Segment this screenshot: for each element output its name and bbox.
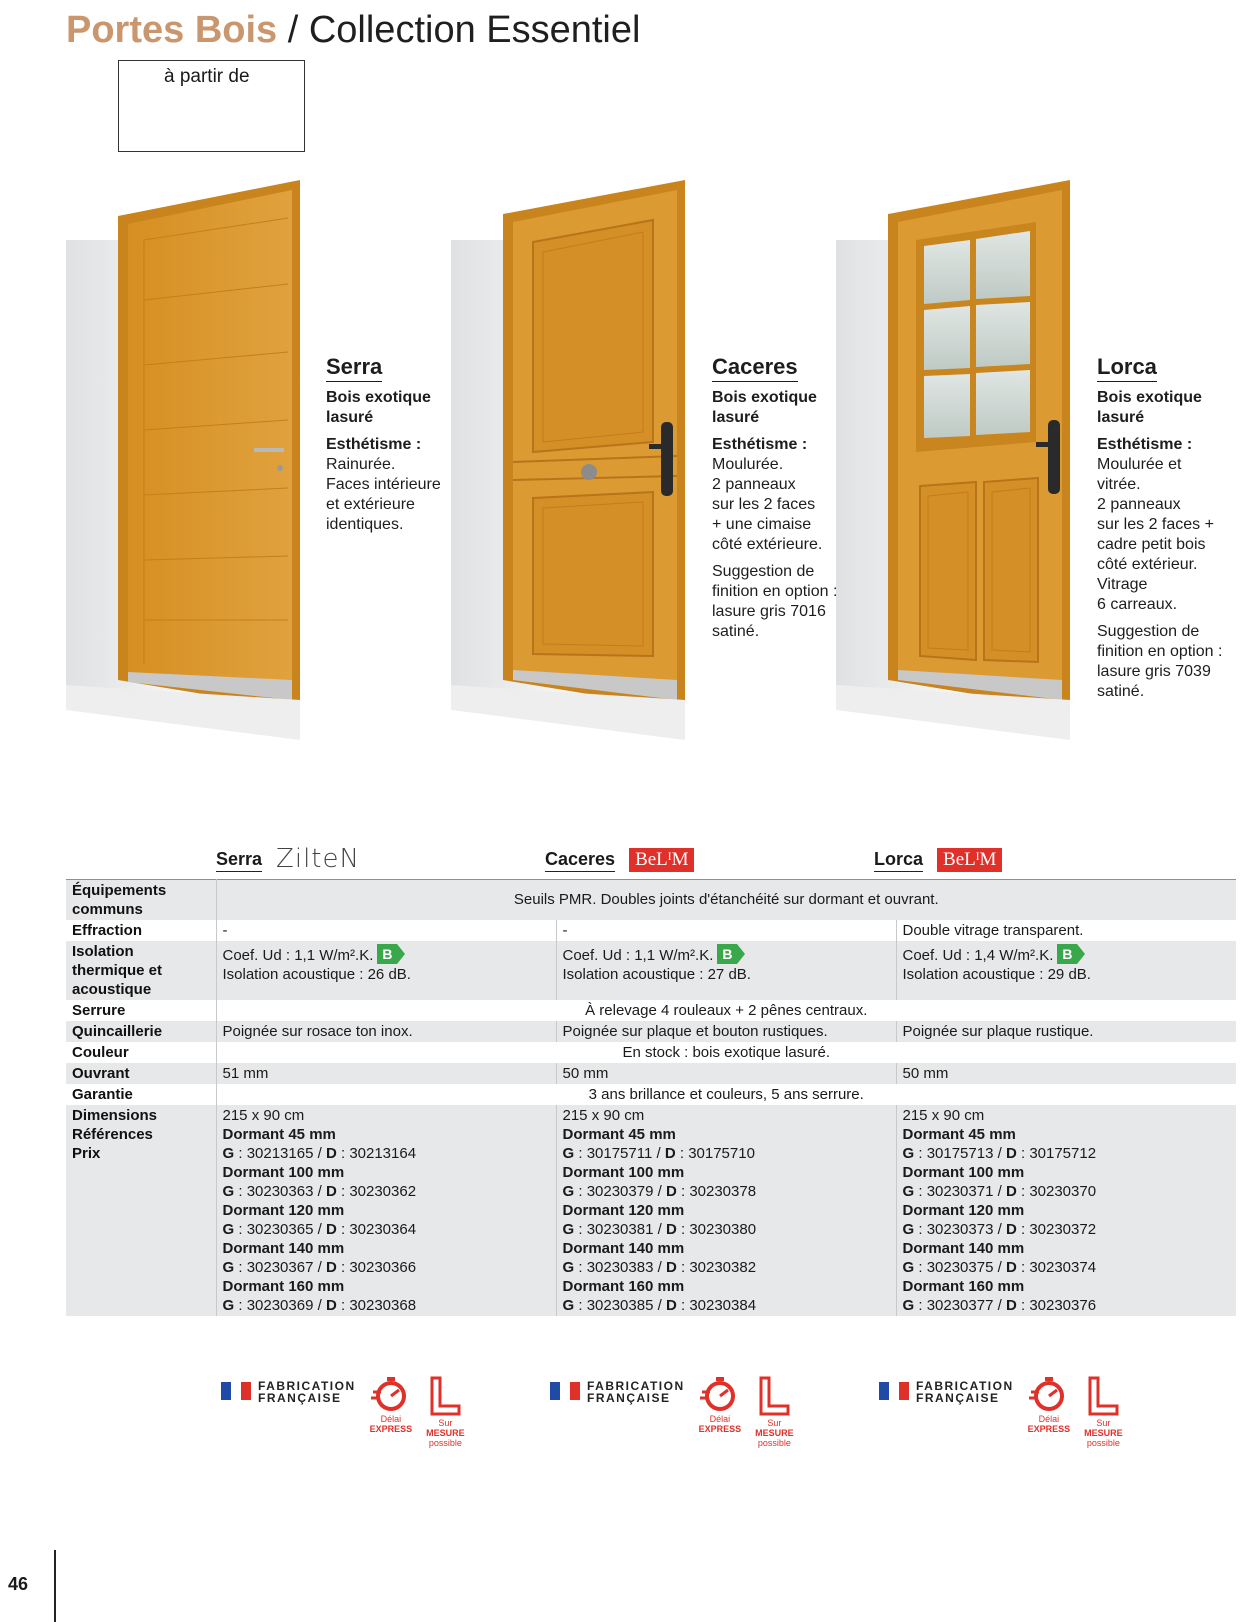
description-line: Rainurée. xyxy=(326,456,396,473)
mesure-text: Sur xyxy=(767,1418,782,1428)
dormant-label: Dormant 45 mm xyxy=(222,1126,336,1143)
dormant-label: Dormant 140 mm xyxy=(562,1240,685,1257)
refs-cell-caceres xyxy=(556,1105,896,1316)
row-equipements xyxy=(66,880,1236,921)
desc-lorca xyxy=(1097,354,1222,702)
suggestion-line: finition en option : xyxy=(712,583,838,600)
column-header-caceres xyxy=(545,842,694,872)
acoustic-text: Isolation acoustique : 26 dB. xyxy=(222,966,411,983)
ref-g: 30213165 xyxy=(246,1145,314,1162)
fab-text: FABRICATION xyxy=(587,1379,685,1393)
ref-d: 30213164 xyxy=(349,1145,417,1162)
square-ruler-icon xyxy=(1087,1376,1119,1416)
door-name: Caceres xyxy=(712,354,798,382)
express-text: Délai xyxy=(1038,1414,1060,1424)
column-name: Serra xyxy=(216,849,262,872)
title-sub: / Collection Essentiel xyxy=(277,9,641,51)
ref-g: 30230363 xyxy=(246,1183,314,1200)
dimension-text: 215 x 90 cm xyxy=(222,1107,305,1124)
french-flag-icon xyxy=(550,1382,580,1400)
row-value: 3 ans brillance et couleurs, 5 ans serrure. xyxy=(216,1084,1236,1105)
stopwatch-icon xyxy=(700,1376,740,1412)
row-value: À relevage 4 rouleaux + 2 pênes centraux. xyxy=(216,1000,1236,1021)
row-serrure xyxy=(66,1000,1236,1021)
dormant-label: Dormant 100 mm xyxy=(902,1164,1025,1181)
ref-d: 30230366 xyxy=(349,1259,417,1276)
description-line: Moulurée. xyxy=(712,456,784,473)
express-badge xyxy=(370,1376,413,1434)
dormant-label: Dormant 45 mm xyxy=(902,1126,1016,1143)
d-label: D xyxy=(1005,1259,1017,1276)
row-dimensions xyxy=(66,1105,1236,1316)
mesure-text: possible xyxy=(428,1438,462,1448)
cell-value: 50 mm xyxy=(556,1063,896,1084)
fab-text: FABRICATION xyxy=(916,1379,1014,1393)
dims-label: Dimensions xyxy=(72,1107,158,1124)
dimension-text: 215 x 90 cm xyxy=(902,1107,985,1124)
row-label: Serrure xyxy=(72,1002,126,1019)
dormant-label: Dormant 100 mm xyxy=(222,1164,345,1181)
french-flag-icon xyxy=(221,1382,251,1400)
refs-label: Références xyxy=(72,1126,153,1143)
ref-g: 30230371 xyxy=(926,1183,994,1200)
row-label-dims xyxy=(66,1105,216,1316)
ref-line: G : 30230375 / D : 30230374 xyxy=(902,1259,1097,1276)
refs-cell-lorca xyxy=(896,1105,1236,1316)
belm-logo: BeLᴵM xyxy=(629,848,694,872)
ref-g: 30230367 xyxy=(246,1259,314,1276)
g-label: G xyxy=(222,1259,235,1276)
acoustic-text: Isolation acoustique : 27 dB. xyxy=(562,966,751,983)
fab-text: FRANÇAISE xyxy=(587,1391,671,1405)
energy-grade-badge: B xyxy=(717,944,737,964)
d-label: D xyxy=(665,1183,677,1200)
mesure-badge xyxy=(1084,1376,1123,1448)
ref-line: G : 30230367 / D : 30230366 xyxy=(222,1259,417,1276)
suggestion-line: Suggestion de xyxy=(1097,623,1200,640)
description-line: + une cimaise xyxy=(712,516,812,533)
suggestion-line: Suggestion de xyxy=(712,563,815,580)
row-value: En stock : bois exotique lasuré. xyxy=(216,1042,1236,1063)
g-label: G xyxy=(222,1183,235,1200)
column-name: Lorca xyxy=(874,849,923,872)
suggestion-line: lasure gris 7039 xyxy=(1097,663,1211,680)
page-number: 46 xyxy=(8,1574,29,1594)
g-label: G xyxy=(902,1297,915,1314)
ref-d: 30175712 xyxy=(1029,1145,1097,1162)
cell-isolation xyxy=(216,941,556,1000)
fab-text: FRANÇAISE xyxy=(258,1391,342,1405)
ref-line: G : 30175711 / D : 30175710 xyxy=(562,1145,755,1162)
ref-line: G : 30230379 / D : 30230378 xyxy=(562,1183,757,1200)
dormant-label: Dormant 120 mm xyxy=(562,1202,685,1219)
dormant-label: Dormant 45 mm xyxy=(562,1126,676,1143)
ref-g: 30230375 xyxy=(926,1259,994,1276)
d-label: D xyxy=(1005,1297,1017,1314)
column-name: Caceres xyxy=(545,849,615,872)
row-ouvrant xyxy=(66,1063,1236,1084)
ref-line: G : 30230363 / D : 30230362 xyxy=(222,1183,417,1200)
coef-text: Coef. Ud : 1,4 W/m².K. xyxy=(902,947,1054,964)
material-line: Bois exotique xyxy=(1097,389,1202,406)
desc-serra xyxy=(326,354,441,535)
ref-g: 30230379 xyxy=(586,1183,654,1200)
g-label: G xyxy=(562,1221,575,1238)
ref-line: G : 30230373 / D : 30230372 xyxy=(902,1221,1097,1238)
ref-d: 30230384 xyxy=(689,1297,757,1314)
description-line: 2 panneaux xyxy=(712,476,796,493)
column-header-serra xyxy=(216,842,360,872)
mesure-text: possible xyxy=(757,1438,791,1448)
row-effraction xyxy=(66,920,1236,941)
mesure-text: Sur xyxy=(438,1418,453,1428)
suggestion-line: lasure gris 7016 xyxy=(712,603,826,620)
description-line: vitrée. xyxy=(1097,476,1141,493)
page-divider xyxy=(54,1550,56,1622)
zilten-logo: ZiltеN xyxy=(276,844,360,874)
stopwatch-icon xyxy=(1029,1376,1069,1412)
ref-line: G : 30213165 / D : 30213164 xyxy=(222,1145,417,1162)
d-label: D xyxy=(325,1297,337,1314)
description-line: côté extérieure. xyxy=(712,536,823,553)
d-label: D xyxy=(665,1259,677,1276)
ref-d: 30230372 xyxy=(1029,1221,1097,1238)
description-line: côté extérieur. xyxy=(1097,556,1198,573)
dormant-label: Dormant 140 mm xyxy=(222,1240,345,1257)
dormant-label: Dormant 120 mm xyxy=(222,1202,345,1219)
energy-grade-badge: B xyxy=(1057,944,1077,964)
ref-d: 30230370 xyxy=(1029,1183,1097,1200)
square-ruler-icon xyxy=(758,1376,790,1416)
ref-g: 30230383 xyxy=(586,1259,654,1276)
coef-text: Coef. Ud : 1,1 W/m².K. xyxy=(222,947,374,964)
ref-g: 30230365 xyxy=(246,1221,314,1238)
dormant-label: Dormant 160 mm xyxy=(562,1278,685,1295)
ref-d: 30175710 xyxy=(688,1145,755,1162)
description-line: 6 carreaux. xyxy=(1097,596,1178,613)
dormant-label: Dormant 160 mm xyxy=(222,1278,345,1295)
ref-d: 30230368 xyxy=(349,1297,417,1314)
dormant-label: Dormant 100 mm xyxy=(562,1164,685,1181)
ref-d: 30230380 xyxy=(689,1221,757,1238)
mesure-text: possible xyxy=(1086,1438,1120,1448)
row-label: Équipements communs xyxy=(66,880,216,921)
ref-d: 30230362 xyxy=(349,1183,417,1200)
g-label: G xyxy=(902,1259,915,1276)
dimension-text: 215 x 90 cm xyxy=(562,1107,645,1124)
description-line: identiques. xyxy=(326,516,404,533)
suggestion-line: satiné. xyxy=(712,623,760,640)
refs-cell-serra xyxy=(216,1105,556,1316)
ref-line: G : 30230383 / D : 30230382 xyxy=(562,1259,757,1276)
suggestion-line: satiné. xyxy=(1097,683,1145,700)
cell-value: Poignée sur plaque et bouton rustiques. xyxy=(556,1021,896,1042)
g-label: G xyxy=(562,1259,575,1276)
row-label: Ouvrant xyxy=(66,1063,216,1084)
spec-table xyxy=(66,879,1236,1316)
material-line: lasuré xyxy=(712,409,760,426)
square-ruler-icon xyxy=(429,1376,461,1416)
ref-line: G : 30230365 / D : 30230364 xyxy=(222,1221,417,1238)
fab-text: FRANÇAISE xyxy=(916,1391,1000,1405)
price-box xyxy=(118,60,305,152)
d-label: D xyxy=(325,1183,337,1200)
d-label: D xyxy=(665,1297,677,1314)
ref-d: 30230376 xyxy=(1029,1297,1097,1314)
door-image-caceres xyxy=(451,180,696,780)
g-label: G xyxy=(902,1145,915,1162)
door-image-lorca xyxy=(836,180,1081,780)
dormant-label: Dormant 160 mm xyxy=(902,1278,1025,1295)
ref-g: 30230381 xyxy=(586,1221,654,1238)
ref-g: 30175711 xyxy=(586,1145,653,1162)
acoustic-text: Isolation acoustique : 29 dB. xyxy=(902,966,1091,983)
description-line: sur les 2 faces + xyxy=(1097,516,1214,533)
ref-g: 30230373 xyxy=(926,1221,994,1238)
column-header-lorca xyxy=(874,842,1002,872)
g-label: G xyxy=(902,1221,915,1238)
mesure-badge xyxy=(755,1376,794,1448)
esthetique-label: Esthétisme : xyxy=(326,436,422,453)
mesure-text: MESURE xyxy=(1084,1428,1123,1438)
prix-label: Prix xyxy=(72,1145,101,1162)
row-couleur xyxy=(66,1042,1236,1063)
ref-g: 30230385 xyxy=(586,1297,654,1314)
esthetique-label: Esthétisme : xyxy=(1097,436,1193,453)
fabrication-badges xyxy=(879,1376,1123,1448)
ref-g: 30230369 xyxy=(246,1297,314,1314)
material-line: Bois exotique xyxy=(712,389,817,406)
row-label: Effraction xyxy=(72,922,143,939)
g-label: G xyxy=(222,1297,235,1314)
cell-value: 50 mm xyxy=(896,1063,1236,1084)
row-isolation xyxy=(66,941,1236,1000)
price-label: à partir de xyxy=(164,66,250,87)
french-flag-icon xyxy=(879,1382,909,1400)
express-text: Délai xyxy=(380,1414,402,1424)
mesure-text: MESURE xyxy=(755,1428,794,1438)
express-text: EXPRESS xyxy=(1027,1424,1071,1434)
mesure-badge xyxy=(426,1376,465,1448)
ref-d: 30230364 xyxy=(349,1221,417,1238)
g-label: G xyxy=(562,1183,575,1200)
express-badge xyxy=(1028,1376,1071,1434)
material-line: lasuré xyxy=(326,409,374,426)
door-name: Serra xyxy=(326,354,382,382)
ref-d: 30230378 xyxy=(689,1183,757,1200)
cell-value: Poignée sur plaque rustique. xyxy=(896,1021,1236,1042)
ref-line: G : 30230371 / D : 30230370 xyxy=(902,1183,1097,1200)
fabrication-badges xyxy=(550,1376,794,1448)
desc-caceres xyxy=(712,354,837,642)
description-line: sur les 2 faces xyxy=(712,496,816,513)
door-name: Lorca xyxy=(1097,354,1157,382)
cell-value: Double vitrage transparent. xyxy=(896,920,1236,941)
ref-d: 30230374 xyxy=(1029,1259,1097,1276)
d-label: D xyxy=(325,1259,337,1276)
fabrication-badges xyxy=(221,1376,465,1448)
d-label: D xyxy=(1005,1145,1017,1162)
description-line: Faces intérieure xyxy=(326,476,441,493)
esthetique-label: Esthétisme : xyxy=(712,436,808,453)
mesure-text: MESURE xyxy=(426,1428,465,1438)
express-text: EXPRESS xyxy=(369,1424,413,1434)
d-label: D xyxy=(664,1145,676,1162)
ref-line: G : 30230381 / D : 30230380 xyxy=(562,1221,757,1238)
ref-line: G : 30230385 / D : 30230384 xyxy=(562,1297,757,1314)
row-garantie xyxy=(66,1084,1236,1105)
row-label: Isolation thermique et acoustique xyxy=(66,941,216,1000)
mesure-text: Sur xyxy=(1096,1418,1111,1428)
g-label: G xyxy=(562,1145,575,1162)
description-line: Vitrage xyxy=(1097,576,1148,593)
ref-line: G : 30230377 / D : 30230376 xyxy=(902,1297,1097,1314)
ref-g: 30175713 xyxy=(926,1145,994,1162)
d-label: D xyxy=(1005,1221,1017,1238)
ref-d: 30230382 xyxy=(689,1259,757,1276)
material-line: Bois exotique xyxy=(326,389,431,406)
g-label: G xyxy=(222,1145,235,1162)
g-label: G xyxy=(562,1297,575,1314)
door-image-serra xyxy=(66,180,311,780)
dormant-label: Dormant 120 mm xyxy=(902,1202,1025,1219)
row-label: Quincaillerie xyxy=(66,1021,216,1042)
description-line: Moulurée et xyxy=(1097,456,1182,473)
express-text: Délai xyxy=(709,1414,731,1424)
energy-grade-badge: B xyxy=(377,944,397,964)
description-line: et extérieure xyxy=(326,496,415,513)
d-label: D xyxy=(325,1221,337,1238)
cell-value: - xyxy=(556,920,896,941)
cell-value: Poignée sur rosace ton inox. xyxy=(216,1021,556,1042)
fab-text: FABRICATION xyxy=(258,1379,356,1393)
express-badge xyxy=(699,1376,742,1434)
d-label: D xyxy=(325,1145,337,1162)
belm-logo: BeLᴵM xyxy=(937,848,1002,872)
g-label: G xyxy=(222,1221,235,1238)
ref-line: G : 30230369 / D : 30230368 xyxy=(222,1297,417,1314)
cell-value: 51 mm xyxy=(216,1063,556,1084)
cell-isolation xyxy=(896,941,1236,1000)
express-text: EXPRESS xyxy=(698,1424,742,1434)
row-label: Garantie xyxy=(72,1086,133,1103)
coef-text: Coef. Ud : 1,1 W/m².K. xyxy=(562,947,714,964)
row-value: Seuils PMR. Doubles joints d'étanchéité sur dormant et ouvrant. xyxy=(216,880,1236,921)
page-title xyxy=(66,6,640,54)
g-label: G xyxy=(902,1183,915,1200)
dormant-label: Dormant 140 mm xyxy=(902,1240,1025,1257)
ref-g: 30230377 xyxy=(926,1297,994,1314)
d-label: D xyxy=(665,1221,677,1238)
stopwatch-icon xyxy=(371,1376,411,1412)
cell-value: - xyxy=(216,920,556,941)
d-label: D xyxy=(1005,1183,1017,1200)
description-line: 2 panneaux xyxy=(1097,496,1181,513)
title-main: Portes Bois xyxy=(66,9,278,51)
row-quincaillerie xyxy=(66,1021,1236,1042)
row-label: Couleur xyxy=(72,1044,129,1061)
ref-line: G : 30175713 / D : 30175712 xyxy=(902,1145,1097,1162)
cell-isolation xyxy=(556,941,896,1000)
description-line: cadre petit bois xyxy=(1097,536,1206,553)
material-line: lasuré xyxy=(1097,409,1145,426)
suggestion-line: finition en option : xyxy=(1097,643,1223,660)
